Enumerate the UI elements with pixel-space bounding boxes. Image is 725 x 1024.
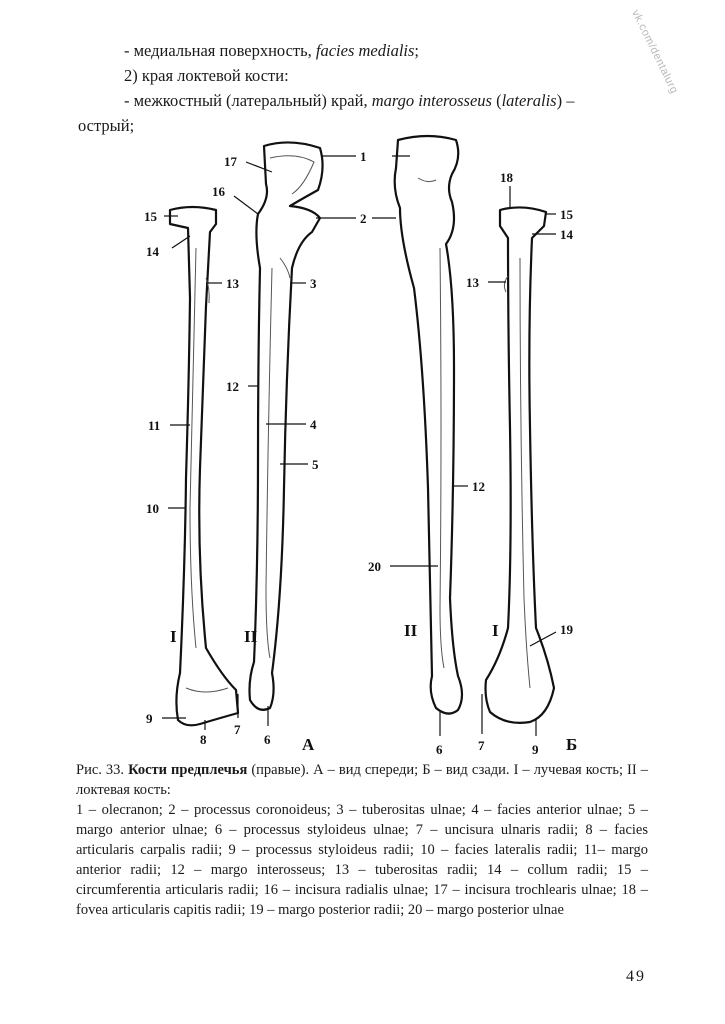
label-19-b: 19 [560,622,573,637]
label-13-b: 13 [466,275,479,290]
label-6-b: 6 [436,742,443,757]
label-1-a: 1 [360,149,367,164]
roman-radius-a: I [170,627,177,646]
label-12-a: 12 [226,379,239,394]
forearm-bones-figure [0,128,725,758]
intro-line-1: - медиальная поверхность, facies medialis; [124,41,420,60]
label-8-a: 8 [200,732,207,747]
caption-legend: 1 – olecranon; 2 – processus coronoideus; 3 – tuberositas ulnae; 4 – facies anterior ulnae; 5 – margo anterior ulnae; 6 – processus styloideus ulnae; 7 – uncisura ulnaris radii; 8 – facies articularis carpalis radii; 9 – processus styloideus radii; 10 – facies lateralis radii; 11– margo anterior radii; 12 – margo interosseus; 13 – tuberositas radii; 14 – collum radii; 15 – circumferentia articularis radii; 16 – incisura radialis ulnae; 17 – incisura trochlearis ulnae; 18 – fovea articularis capitis radii; 19 – margo posterior radii; 20 – margo posterior ulnae [76,802,648,918]
view-b-letter: Б [566,735,578,754]
label-14-a: 14 [146,244,159,259]
label-2-a: 2 [360,211,367,226]
label-13-a: 13 [226,276,239,291]
page-number: 49 [626,968,646,985]
label-11-a: 11 [148,418,161,433]
label-7-b: 7 [478,738,485,753]
label-14-b: 14 [560,227,573,242]
label-18-b: 18 [500,170,513,185]
label-5-a: 5 [312,457,319,472]
roman-radius-b: I [492,621,499,640]
intro-line-2: 2) края локтевой кости: [124,66,289,85]
view-a-letter: А [302,735,315,754]
label-12-b: 12 [472,479,485,494]
label-9-a: 9 [146,711,153,726]
label-15-a: 15 [144,209,157,224]
figure-caption [76,760,648,920]
label-7-a: 7 [234,722,241,737]
roman-ulna-a: II [244,627,258,646]
roman-ulna-b: II [404,621,418,640]
label-4-a: 4 [310,417,317,432]
intro-line-3: - межкостный (латеральный) край, margo interosseus (lateralis) – [124,91,575,110]
label-9-b: 9 [532,742,539,757]
intro-line-4: острый; [78,116,135,135]
label-3-a: 3 [310,276,317,291]
label-15-b: 15 [560,207,573,222]
label-6-a: 6 [264,732,271,747]
label-20-b: 20 [368,559,381,574]
label-10-a: 10 [146,501,159,516]
watermark: vk.com/dentalurg [629,8,681,96]
caption-title: Рис. 33. Кости предплечья (правые). А – вид спереди; Б – вид сзади. I – лучевая кость; II – локтевая кость: [76,762,648,798]
label-17-a: 17 [224,154,237,169]
leader-lines [162,156,556,736]
label-16-a: 16 [212,184,225,199]
intro-text [78,38,650,138]
forearm-bones-drawing [0,128,725,758]
radius-posterior [486,207,555,722]
